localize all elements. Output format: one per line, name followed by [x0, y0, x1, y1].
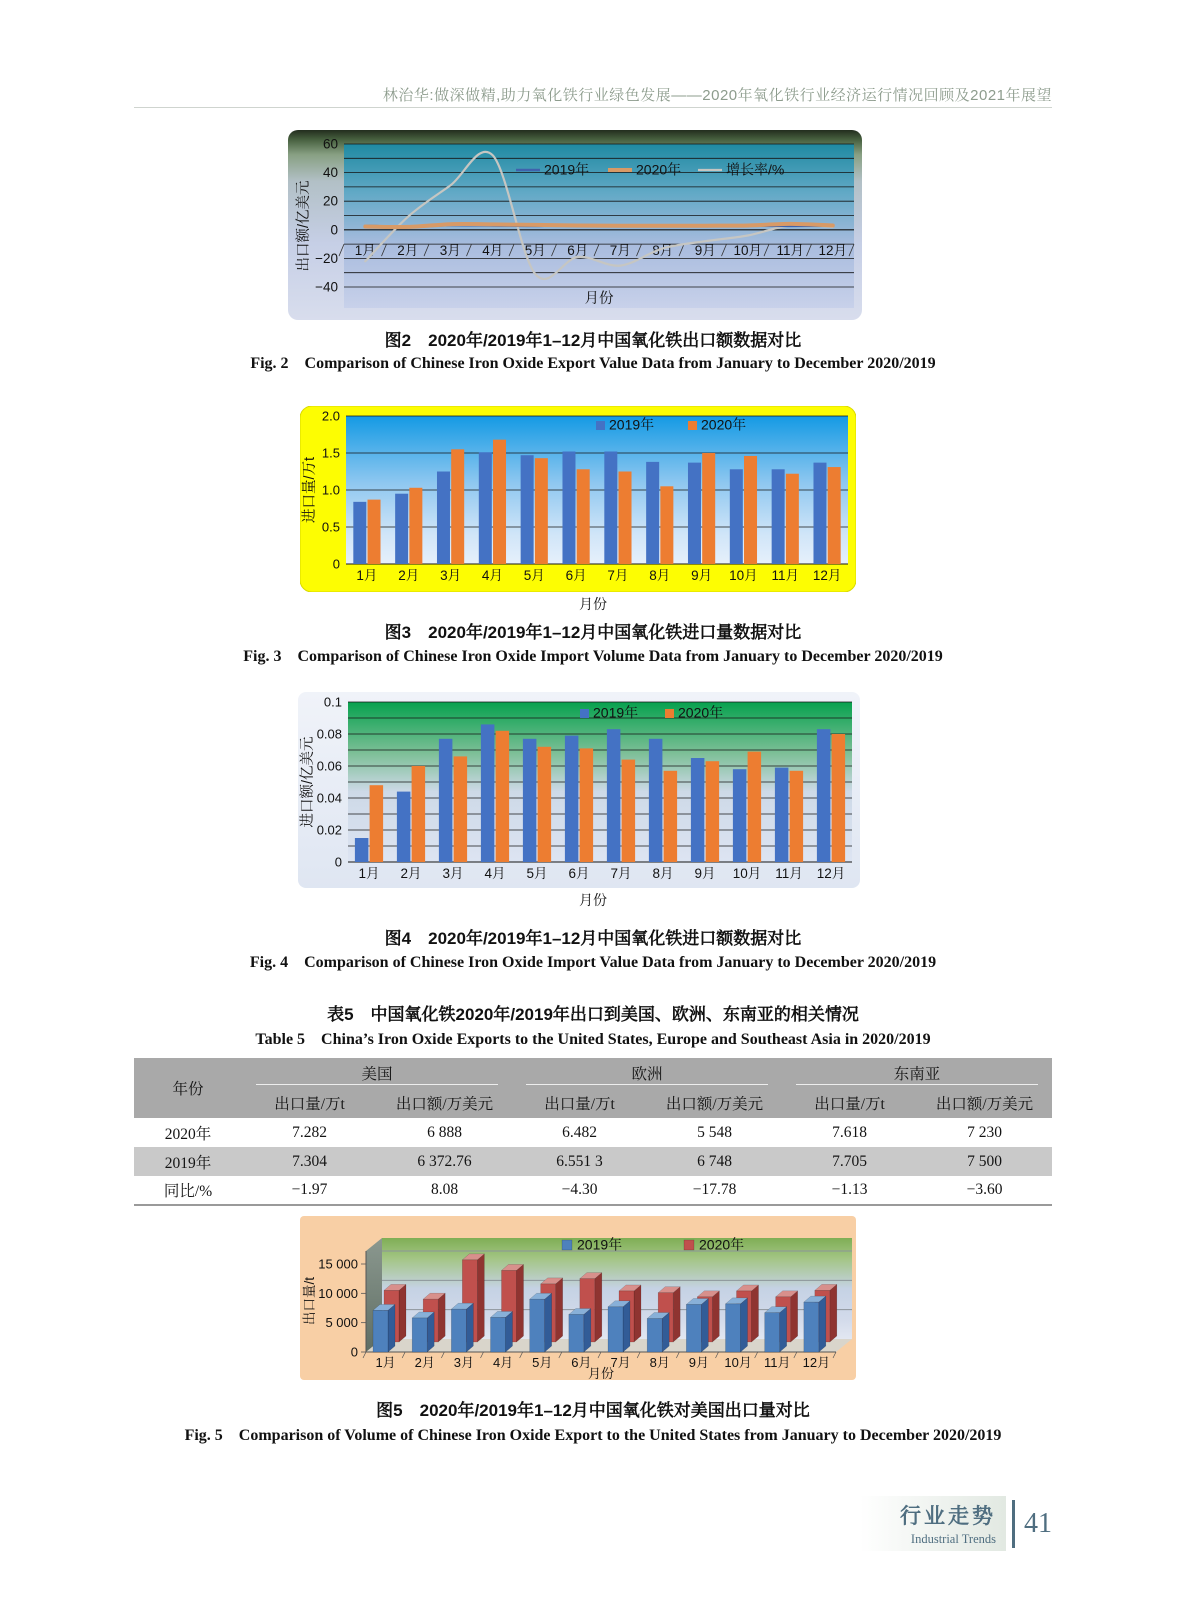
fig2-caption-en: Fig. 2 Comparison of Chinese Iron Oxide Export Value Data from January to December 2020/2019	[250, 355, 936, 372]
bar-2020年	[409, 488, 422, 564]
x-tick-label: 11月	[764, 1355, 791, 1370]
bar-2019年	[451, 1309, 466, 1352]
cell: −3.60	[966, 1181, 1003, 1198]
bar-2019年	[479, 452, 492, 564]
y-tick-label: 0.08	[316, 726, 342, 742]
bar-2019年	[649, 739, 663, 862]
bar-2020年	[619, 472, 632, 565]
bar-2019年	[437, 472, 450, 565]
sub-header: 出口量/万t	[242, 1088, 377, 1118]
bar-2020年	[660, 486, 673, 564]
cell: 7 230	[967, 1123, 1002, 1141]
bar-2019年	[804, 1302, 819, 1352]
y-tick-label: 0.02	[316, 822, 342, 838]
page-number: 41	[1024, 1507, 1052, 1539]
x-tick-label: 11月	[771, 568, 800, 583]
bar-2020年	[673, 1287, 680, 1342]
bar-2020年	[538, 747, 552, 862]
y-axis-title: 出口量/t	[302, 1276, 317, 1326]
bar-2019年	[647, 1319, 662, 1352]
bar-2020年	[786, 474, 799, 564]
bar-2019年	[584, 1308, 591, 1352]
bar-2020年	[438, 1293, 445, 1342]
sub-header: 出口量/万t	[512, 1088, 647, 1118]
x-tick-label: 7月	[610, 1355, 631, 1370]
bar-2020年	[556, 1278, 563, 1342]
bar-2019年	[701, 1298, 708, 1352]
x-tick-label: 6月	[567, 243, 589, 259]
x-tick-label: 9月	[694, 866, 716, 881]
x-tick-label: 9月	[694, 243, 716, 259]
row-label: 2019年	[164, 1154, 212, 1172]
x-tick-label: 3月	[442, 866, 464, 881]
bar-2019年	[608, 1307, 623, 1352]
legend-swatch	[580, 709, 589, 718]
bar-2019年	[397, 792, 411, 862]
cell: 6.482	[562, 1123, 597, 1141]
bar-2019年	[427, 1312, 434, 1352]
fig3-caption-en: Fig. 3 Comparison of Chinese Iron Oxide Import Volume Data from January to December 2020/2019	[243, 648, 943, 665]
legend-swatch	[684, 1240, 694, 1250]
x-tick-label: 6月	[571, 1355, 592, 1370]
x-tick-label: 4月	[481, 568, 503, 583]
y-tick-label: 0.1	[323, 694, 342, 710]
bar-2019年	[733, 769, 747, 862]
bar-2020年	[622, 760, 636, 862]
bar-2019年	[569, 1314, 584, 1352]
bar-2019年	[373, 1310, 388, 1352]
legend-label: 2019年	[544, 161, 590, 178]
y-axis-title: 进口量/万t	[302, 456, 318, 524]
x-tick-label: 12月	[818, 243, 848, 259]
bar-2020年	[368, 500, 381, 564]
x-tick-label: 8月	[649, 568, 671, 583]
cell: 6 888	[427, 1123, 462, 1141]
cell: 8.08	[430, 1181, 459, 1198]
legend-swatch	[688, 421, 697, 430]
y-tick-label: 10 000	[318, 1285, 358, 1301]
bar-2020年	[706, 761, 720, 862]
x-tick-label: 12月	[816, 866, 846, 881]
bar-2020年	[830, 1284, 837, 1342]
x-tick-label: 3月	[439, 243, 461, 259]
bar-2019年	[491, 1317, 506, 1352]
table-row	[134, 1176, 1052, 1205]
x-tick-label: 10月	[733, 243, 763, 259]
x-tick-label: 1月	[358, 866, 380, 881]
x-tick-label: 4月	[484, 866, 506, 881]
y-tick-label: 0	[334, 854, 342, 870]
series-line-2020年	[365, 224, 833, 227]
bar-2020年	[451, 449, 464, 564]
fig3-caption-zh: 图3 2020年/2019年1–12月中国氧化铁进口量数据对比	[384, 623, 802, 642]
bar-2019年	[412, 1318, 427, 1352]
fig5-caption-zh: 图5 2020年/2019年1–12月中国氧化铁对美国出口量对比	[376, 1401, 810, 1420]
bar-2019年	[726, 1304, 741, 1352]
bar-2020年	[752, 1285, 759, 1342]
table5	[134, 1058, 1052, 1206]
x-tick-label: 12月	[802, 1355, 831, 1370]
legend-swatch	[596, 421, 605, 430]
cell: −1.13	[831, 1181, 868, 1198]
x-tick-label: 1月	[375, 1355, 396, 1370]
x-tick-label: 1月	[354, 243, 376, 259]
row-label: 2020年	[164, 1125, 212, 1143]
bar-2019年	[521, 455, 534, 564]
bar-2020年	[790, 771, 804, 862]
x-axis-title: 月份	[587, 1366, 615, 1380]
x-tick-label: 9月	[688, 1355, 710, 1370]
y-axis-title: 进口额/亿美元	[300, 736, 316, 828]
y-tick-label: 0	[330, 222, 338, 238]
x-tick-label: 11月	[775, 866, 803, 881]
bar-2019年	[565, 736, 579, 862]
y-tick-label: 20	[322, 193, 338, 209]
x-tick-label: 1月	[356, 568, 378, 583]
cell: −17.78	[692, 1181, 737, 1198]
group-header-sea: 东南亚	[782, 1058, 1052, 1088]
table5-wrap	[134, 1058, 1052, 1206]
bar-2020年	[412, 766, 426, 862]
bar-2019年	[817, 729, 831, 862]
bar-2019年	[688, 463, 701, 564]
sub-header: 出口额/万美元	[377, 1088, 512, 1118]
bar-2019年	[741, 1298, 748, 1352]
bar-2019年	[772, 469, 785, 564]
running-head: 林治华:做深做精,助力氧化铁行业绿色发展——2020年氧化铁行业经济运行情况回顾及2021年展望	[382, 87, 1052, 104]
bar-2019年	[388, 1304, 395, 1352]
fig4-caption-en: Fig. 4 Comparison of Chinese Iron Oxide Import Value Data from January to December 2020/2019	[249, 954, 937, 971]
bar-2019年	[775, 768, 789, 862]
footer-section-zh: 行业走势	[900, 1505, 996, 1528]
sub-header: 出口额/万美元	[647, 1088, 782, 1118]
x-tick-label: 3月	[453, 1355, 475, 1370]
x-tick-label: 7月	[607, 568, 629, 583]
footer-section	[860, 1496, 1006, 1551]
bar-2020年	[454, 756, 468, 862]
x-tick-label: 2月	[398, 568, 420, 583]
bar-2020年	[634, 1285, 641, 1342]
legend-label: 2020年	[636, 161, 682, 178]
bar-2020年	[748, 752, 762, 862]
y-tick-label: 60	[322, 136, 338, 152]
x-tick-label: 11月	[776, 243, 805, 259]
cell: 6 748	[697, 1152, 732, 1170]
bar-2020年	[517, 1264, 524, 1342]
bar-2019年	[545, 1293, 552, 1352]
bar-2020年	[702, 453, 715, 564]
y-tick-label: 0	[332, 556, 340, 572]
y-tick-label: 2.0	[321, 408, 340, 424]
bar-2019年	[466, 1303, 473, 1352]
y-tick-label: −20	[315, 250, 338, 266]
bar-2020年	[535, 458, 548, 564]
fig5-us-export-volume-chart	[300, 1216, 856, 1380]
table-row	[134, 1147, 1052, 1176]
legend-label: 增长率/%	[726, 161, 785, 178]
y-tick-label: 40	[322, 165, 338, 181]
x-tick-label: 5月	[526, 866, 548, 881]
x-tick-label: 6月	[565, 568, 587, 583]
bar-2019年	[439, 739, 453, 862]
y-tick-label: −40	[315, 279, 338, 295]
bar-2019年	[523, 739, 537, 862]
legend-label: 2019年	[577, 1236, 623, 1253]
x-tick-label: 8月	[652, 866, 674, 881]
bar-2019年	[355, 838, 369, 862]
x-tick-label: 10月	[729, 568, 758, 583]
fig3-import-volume-chart	[300, 406, 856, 592]
y-tick-label: 15 000	[318, 1256, 358, 1272]
cell: 7.282	[292, 1123, 327, 1141]
header-rule	[134, 107, 1052, 108]
col-header-year: 年份	[134, 1058, 242, 1118]
fig5-caption-en: Fig. 5 Comparison of Volume of Chinese Iron Oxide Export to the United States from January to December 2020/2019	[184, 1427, 1002, 1444]
bar-2019年	[353, 502, 366, 564]
x-tick-label: 5月	[523, 568, 545, 583]
y-axis-title: 出口额/亿美元	[296, 180, 312, 272]
bar-2020年	[580, 748, 594, 862]
bar-2020年	[370, 785, 384, 862]
bar-2019年	[562, 452, 575, 564]
cell: 7.618	[832, 1123, 867, 1141]
legend-label: 2019年	[609, 416, 655, 433]
bar-2020年	[399, 1284, 406, 1342]
legend-label: 2020年	[701, 416, 747, 433]
bar-2019年	[607, 729, 621, 862]
bar-2019年	[813, 463, 826, 564]
bar-2020年	[828, 467, 841, 564]
fig3-x-axis-title: 月份	[579, 596, 607, 612]
y-tick-label: 0	[350, 1344, 358, 1360]
x-tick-label: 12月	[812, 568, 842, 583]
y-tick-label: 0.5	[321, 519, 340, 535]
x-tick-label: 3月	[440, 568, 462, 583]
bar-2019年	[395, 494, 408, 564]
x-tick-label: 7月	[609, 243, 631, 259]
cell: 6 372.76	[417, 1152, 472, 1170]
bar-2020年	[832, 734, 846, 862]
bar-2020年	[477, 1254, 484, 1342]
footer	[860, 1496, 1052, 1551]
table5-title-zh: 表5 中国氧化铁2020年/2019年出口到美国、欧洲、东南亚的相关情况	[327, 1005, 859, 1024]
legend-label: 2020年	[678, 704, 724, 721]
x-tick-label: 2月	[414, 1355, 435, 1370]
bar-2019年	[662, 1313, 669, 1352]
bar-2020年	[791, 1291, 798, 1342]
y-tick-label: 1.5	[321, 445, 340, 461]
bar-2020年	[493, 440, 506, 564]
footer-divider	[1012, 1500, 1015, 1548]
sub-header: 出口额/万美元	[917, 1088, 1052, 1118]
group-header-europe: 欧洲	[512, 1058, 782, 1088]
fig4-x-axis-title: 月份	[579, 892, 607, 908]
cell: 7 500	[967, 1152, 1002, 1170]
bar-2019年	[646, 462, 659, 564]
table5-title-en: Table 5 China’s Iron Oxide Exports to the United States, Europe and Southeast Asia in 2020/2019	[255, 1031, 931, 1048]
bar-2020年	[744, 456, 757, 564]
cell: 7.304	[292, 1152, 327, 1170]
y-tick-label: 5 000	[325, 1315, 358, 1331]
fig4-caption-zh: 图4 2020年/2019年1–12月中国氧化铁进口额数据对比	[384, 929, 802, 948]
bar-2019年	[686, 1304, 701, 1352]
x-tick-label: 9月	[691, 568, 713, 583]
bar-2019年	[730, 469, 743, 564]
x-tick-label: 4月	[492, 1355, 514, 1370]
legend-label: 2020年	[699, 1236, 745, 1253]
x-tick-label: 10月	[732, 866, 762, 881]
bar-2019年	[623, 1301, 630, 1352]
x-axis-title: 月份	[584, 291, 614, 307]
bar-2020年	[577, 469, 590, 564]
x-tick-label: 2月	[400, 866, 422, 881]
bar-2020年	[664, 771, 678, 862]
fig2-export-value-chart	[288, 130, 862, 320]
sub-header: 出口量/万t	[782, 1088, 917, 1118]
legend-swatch	[562, 1240, 572, 1250]
x-tick-label: 5月	[524, 243, 546, 259]
group-header-usa: 美国	[242, 1058, 512, 1088]
x-tick-label: 6月	[568, 866, 590, 881]
bar-2019年	[604, 452, 617, 564]
fig4-import-value-chart	[298, 692, 860, 888]
bar-2020年	[496, 731, 510, 862]
bar-2019年	[819, 1296, 826, 1352]
bar-2020年	[595, 1273, 602, 1342]
y-tick-label: 0.06	[316, 758, 342, 774]
x-tick-label: 5月	[532, 1355, 553, 1370]
cell: −1.97	[291, 1181, 328, 1198]
x-tick-label: 7月	[610, 866, 632, 881]
x-tick-label: 8月	[649, 1355, 670, 1370]
y-tick-label: 0.04	[316, 790, 342, 806]
bar-2020年	[712, 1291, 719, 1342]
bar-2019年	[780, 1307, 787, 1352]
row-label: 同比/%	[163, 1183, 213, 1200]
x-tick-label: 8月	[652, 243, 674, 259]
table-row	[134, 1118, 1052, 1147]
footer-section-en: Industrial Trends	[910, 1532, 996, 1546]
cell: −4.30	[561, 1181, 598, 1198]
bar-2019年	[765, 1313, 780, 1352]
cell: 5 548	[697, 1123, 732, 1141]
bar-2019年	[506, 1311, 513, 1352]
x-tick-label: 10月	[724, 1355, 752, 1370]
cell: 6.551 3	[556, 1152, 603, 1170]
y-tick-label: 1.0	[321, 482, 340, 498]
bar-2019年	[481, 724, 495, 862]
fig2-caption-zh: 图2 2020年/2019年1–12月中国氧化铁出口额数据对比	[384, 331, 802, 350]
cell: 7.705	[832, 1152, 867, 1170]
x-tick-label: 4月	[482, 243, 504, 259]
legend-label: 2019年	[593, 704, 639, 721]
bar-2019年	[691, 758, 705, 862]
legend-swatch	[665, 709, 674, 718]
x-tick-label: 2月	[397, 243, 419, 259]
bar-2019年	[530, 1299, 545, 1352]
